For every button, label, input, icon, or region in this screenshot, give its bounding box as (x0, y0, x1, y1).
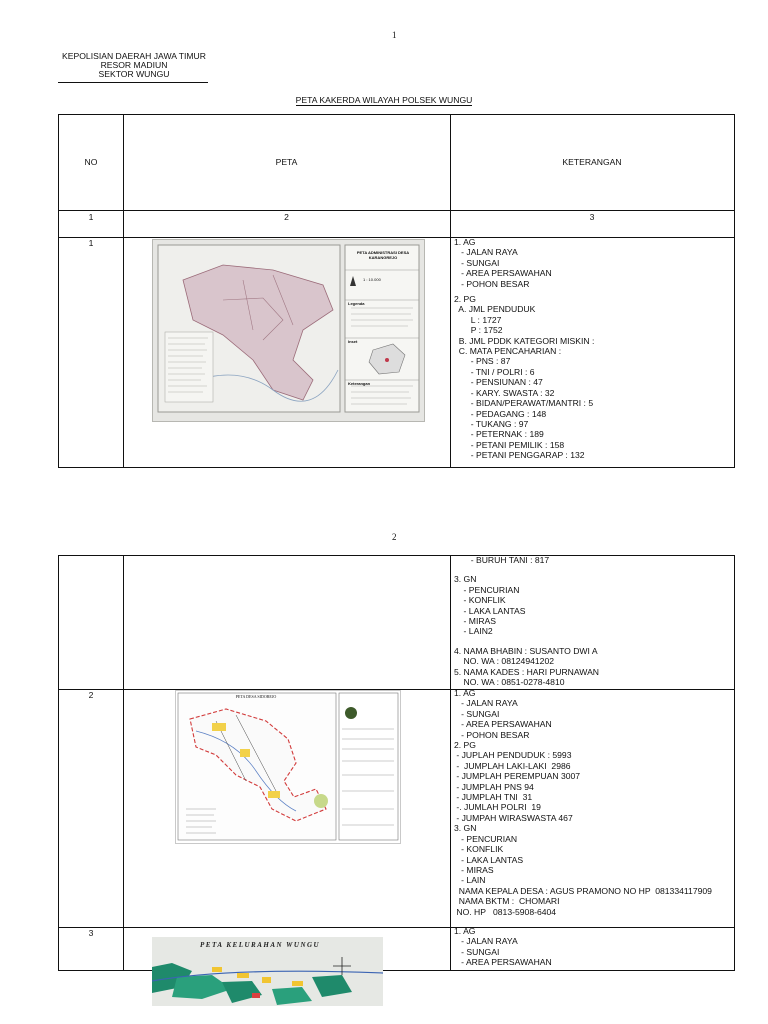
col-number-3: 3 (589, 212, 595, 222)
text-line: - PETERNAK : 189 (454, 429, 544, 440)
text-line: NO. HP 0813-5908-6404 (454, 906, 557, 917)
text-line: - KARY. SWASTA : 32 (454, 387, 555, 398)
text-line: - PENCURIAN (454, 584, 520, 595)
text-line: - JUPLAH PENDUDUK : 5993 (454, 750, 572, 761)
text-line: - SUNGAI (454, 257, 500, 268)
page-title-wrap (0, 95, 768, 105)
map-karangrejo-title: PETA ADMINISTRASI DESA KARANGREJO (356, 250, 410, 260)
map-karangrejo-keterangan: Keterangan (348, 381, 371, 386)
map-karangrejo (152, 239, 425, 422)
table-page-2 (58, 555, 735, 971)
row-cont-keterangan (454, 555, 734, 687)
text-line: - MIRAS (454, 616, 497, 627)
text-line: - BURUH TANI : 817 (454, 555, 550, 565)
text-line: 1. AG (454, 237, 476, 247)
text-line: - TNI / POLRI : 6 (454, 366, 535, 377)
row-3-no: 3 (88, 928, 94, 938)
text-line: - LAIN2 (454, 626, 493, 637)
text-gap (454, 637, 734, 646)
text-line: 4. NAMA BHABIN : SUSANTO DWI A (454, 645, 598, 656)
text-line: - JALAN RAYA (454, 698, 518, 709)
text-line: 1. AG (454, 926, 476, 936)
text-line: - JUMPLAH LAKI-LAKI 2986 (454, 760, 571, 771)
text-line: A. JML PENDUDUK (454, 304, 536, 315)
text-line: 2. PG (454, 294, 476, 305)
map-karangrejo-drawing (153, 240, 424, 421)
text-line: - JUMPLAH TNI 31 (454, 792, 533, 803)
text-line: 1. AG (454, 688, 476, 698)
text-line: - BIDAN/PERAWAT/MANTRI : 5 (454, 398, 594, 409)
text-line: - KONFLIK (454, 595, 506, 606)
text-gap (454, 565, 734, 574)
map-wungu (152, 937, 383, 1006)
text-line: L : 1727 (454, 314, 502, 325)
text-line: - PETANI PEMILIK : 158 (454, 439, 565, 450)
col-header-peta: PETA (275, 157, 298, 167)
header-underline (58, 82, 208, 83)
text-line: NAMA BKTM : CHOMARI (454, 896, 560, 907)
text-line: P : 1752 (454, 325, 503, 336)
text-line: - PENSIUNAN : 47 (454, 377, 543, 388)
text-line: - PETANI PENGGARAP : 132 (454, 450, 585, 461)
header-line-1: KEPOLISIAN DAERAH JAWA TIMUR (62, 51, 206, 61)
text-line: - AREA PERSAWAHAN (454, 957, 552, 968)
row-2-no: 2 (88, 690, 94, 700)
map-karangrejo-inset: Inset (348, 339, 358, 344)
col-header-keterangan: KETERANGAN (562, 157, 622, 167)
text-line: - SUNGAI (454, 946, 500, 957)
page-number-1: 1 (392, 30, 397, 40)
table-page-1 (58, 114, 735, 468)
text-line: - POHON BESAR (454, 729, 530, 740)
letterhead (58, 52, 210, 83)
text-line: -. JUMLAH POLRI 19 (454, 802, 541, 813)
text-line: B. JML PDDK KATEGORI MISKIN : (454, 335, 595, 346)
text-line: - JUMPLAH PEREMPUAN 3007 (454, 771, 581, 782)
text-line: - MIRAS (454, 864, 494, 875)
row-3-keterangan (454, 926, 734, 968)
map-karangrejo-legend: Legenda (348, 301, 365, 306)
text-line: - AREA PERSAWAHAN (454, 719, 552, 730)
col-number-1: 1 (88, 212, 94, 222)
text-line: - LAKA LANTAS (454, 854, 524, 865)
text-line: 2. PG (454, 740, 476, 751)
text-line: 5. NAMA KADES : HARI PURNAWAN (454, 666, 600, 677)
col-header-no: NO (84, 157, 98, 167)
col-number-2: 2 (284, 212, 289, 222)
map-karangrejo-scale: 1 : 10.000 (363, 277, 381, 282)
text-line: - PNS : 87 (454, 356, 511, 367)
text-line: NO. WA : 08124941202 (454, 656, 555, 667)
row-1-keterangan (454, 237, 734, 461)
text-line: - JUMPLAH PNS 94 (454, 781, 534, 792)
text-line: 3. GN (454, 823, 477, 834)
text-line: - SUNGAI (454, 708, 500, 719)
text-line: - AREA PERSAWAHAN (454, 268, 552, 279)
text-line: - JALAN RAYA (454, 247, 518, 258)
text-line: 3. GN (454, 574, 477, 585)
text-line: NAMA KEPALA DESA : AGUS PRAMONO NO HP 081334117909 (454, 885, 712, 896)
map-sidorejo-title: PETA DESA SIDOREJO (235, 694, 277, 699)
text-line: - PENCURIAN (454, 833, 518, 844)
map-sidorejo-drawing (176, 691, 400, 843)
text-line: NO. WA : 0851-0278-4810 (454, 677, 565, 688)
text-line: - PEDAGANG : 148 (454, 408, 547, 419)
header-line-3: SEKTOR WUNGU (98, 69, 170, 79)
map-sidorejo (175, 690, 401, 844)
text-line: - JALAN RAYA (454, 936, 518, 947)
text-line: - LAKA LANTAS (454, 605, 526, 616)
text-line: - KONFLIK (454, 844, 504, 855)
row-2-keterangan (454, 688, 734, 917)
row-1-no: 1 (88, 238, 94, 248)
text-line: - JUMPAH WIRASWASTA 467 (454, 812, 573, 823)
text-line: C. MATA PENCAHARIAN : (454, 346, 562, 357)
text-line: - TUKANG : 97 (454, 418, 529, 429)
map-wungu-title: PETA KELURAHAN WUNGU (200, 941, 321, 949)
page-title: PETA KAKERDA WILAYAH POLSEK WUNGU (295, 95, 473, 105)
text-line: - LAIN (454, 875, 486, 886)
text-line: - POHON BESAR (454, 278, 530, 289)
page-number-2: 2 (392, 532, 397, 542)
header-line-2: RESOR MADIUN (100, 60, 168, 70)
